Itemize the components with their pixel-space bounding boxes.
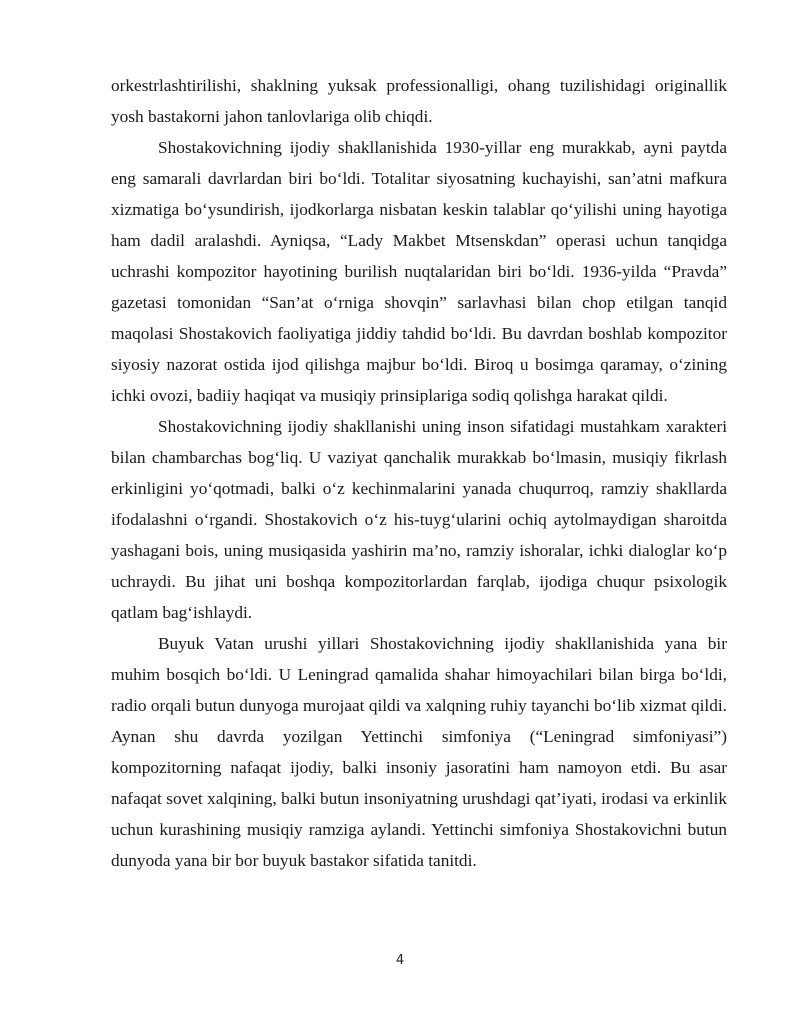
paragraph-war-years: Buyuk Vatan urushi yillari Shostakovichning ijodiy shakllanishida yana bir muhim bosqich bo‘ldi. U Leningrad qamalida shahar himoyachilari bilan birga bo‘ldi, radio orqali butun dunyoga murojaat qildi va xalqning ruhiy tayanchi bo‘lib xizmat qildi. Aynan shu davrda yozilgan Yettinchi simfoniya (“Leningrad simfoniyasi”) kompozitorning nafaqat ijodiy, balki insoniy jasoratini ham namoyon etdi. Bu asar nafaqat sovet xalqining, balki butun insoniyatning urushdagi qat’iyati, irodasi va erkinlik uchun kurashining musiqiy ramziga aylandi. Yettinchi simfoniya Shostakovichni butun dunyoda yana bir bor buyuk bastakor sifatida tanitdi. <box>111 634 727 870</box>
paragraph-character: Shostakovichning ijodiy shakllanishi uning inson sifatidagi mustahkam xarakteri bilan chambarchas bog‘liq. U vaziyat qanchalik murakkab bo‘lmasin, musiqiy fikrlash erkinligini yo‘qotmadi, balki o‘z kechinmalarini yanada chuqurroq, ramziy shakllarda ifodalashni o‘rgandi. Shostakovich o‘z his-tuyg‘ularini ochiq aytolmaydigan sharoitda yashagani bois, uning musiqasida yashirin ma’no, ramziy ishoralar, ichki dialoglar ko‘p uchraydi. Bu jihat uni boshqa kompozitorlardan farqlab, ijodiga chuqur psixologik qatlam bag‘ishlaydi. <box>111 417 727 622</box>
paragraph-1930s: Shostakovichning ijodiy shakllanishida 1930-yillar eng murakkab, ayni paytda eng samarali davrlardan biri bo‘ldi. Totalitar siyosatning kuchayishi, san’atni mafkura xizmatiga bo‘ysundirish, ijodkorlarga nisbatan keskin talablar qo‘yilishi uning hayotiga ham dadil aralashdi. Ayniqsa, “Lady Makbet Mtsenskdan” operasi uchun tanqidga uchrashi kompozitor hayotining burilish nuqtalaridan biri bo‘ldi. 1936-yilda “Pravda” gazetasi tomonidan “San’at o‘rniga shovqin” sarlavhasi bilan chop etilgan tanqid maqolasi Shostakovich faoliyatiga jiddiy tahdid bo‘ldi. Bu davrdan boshlab kompozitor siyosiy nazorat ostida ijod qilishga majbur bo‘ldi. Biroq u bosimga qaramay, o‘zining ichki ovozi, badiiy haqiqat va musiqiy prinsiplariga sodiq qolishga harakat qildi. <box>111 138 727 405</box>
paragraph-continuation: orkestrlashtirilishi, shaklning yuksak professionalligi, ohang tuzilishidagi originallik yosh bastakorni jahon tanlovlariga olib chiqdi. <box>111 76 727 126</box>
page-number: 4 <box>395 953 405 968</box>
document-page <box>111 70 727 876</box>
